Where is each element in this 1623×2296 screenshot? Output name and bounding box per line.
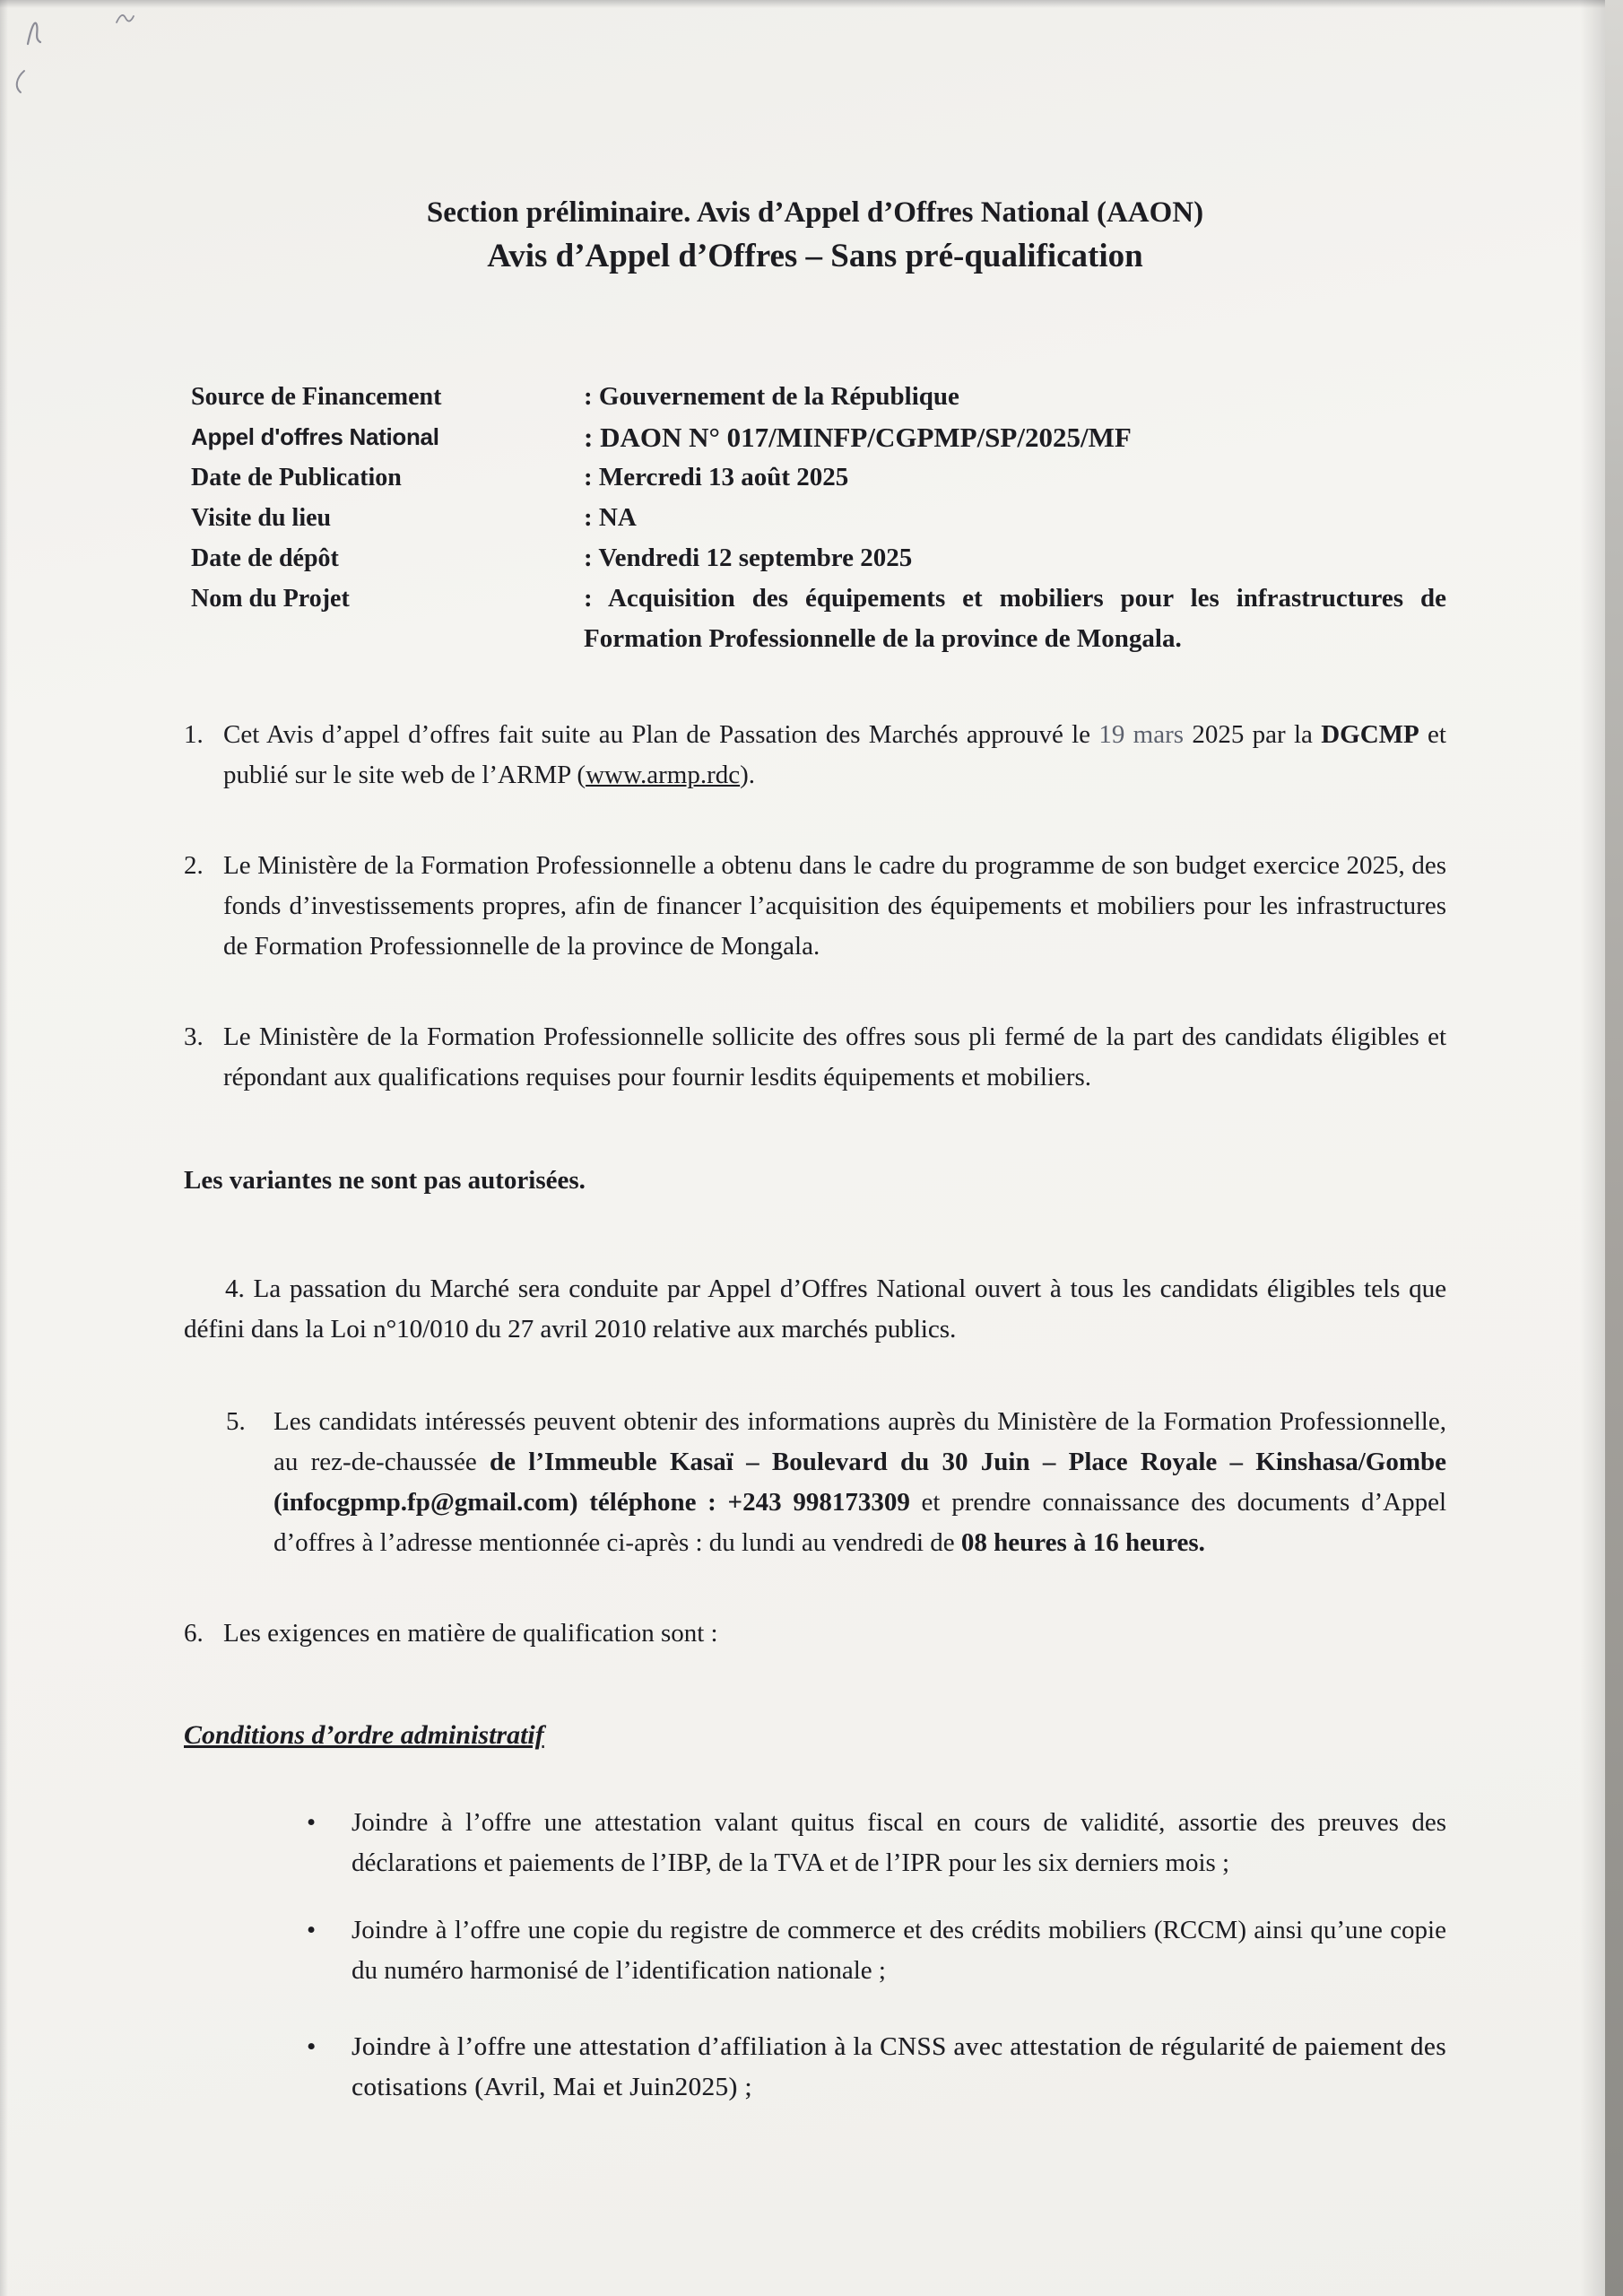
- info-table: [191, 377, 1446, 659]
- item-text: [223, 715, 1446, 796]
- numbered-item-5: [226, 1402, 1446, 1563]
- info-label: Appel d'offres National: [191, 423, 439, 450]
- item-text-part: Cet Avis d’appel d’offres fait suite au Plan de Passation des Marchés approuvé le: [223, 720, 1099, 749]
- info-label: Visite du lieu: [191, 504, 332, 532]
- info-label: Nom du Projet: [191, 585, 350, 613]
- info-label: Source de Financement: [191, 383, 442, 411]
- requirement-bullet-2: [307, 1910, 1446, 1991]
- info-value: : Gouvernement de la République: [584, 382, 959, 411]
- item-number: 5.: [226, 1407, 246, 1436]
- requirement-bullet-1: [307, 1803, 1446, 1883]
- variants-note: Les variantes ne sont pas autorisées.: [184, 1166, 586, 1195]
- admin-conditions-heading: Conditions d’ordre administratif: [184, 1720, 544, 1750]
- item-text: Les exigences en matière de qualification sont :: [223, 1619, 718, 1648]
- bullet-text: Joindre à l’offre une copie du registre de commerce et des crédits mobiliers (RCCM) ainsi qu’une copie du numéro harmonisé de l’identification nationale ;: [352, 1916, 1446, 1985]
- info-row-publication: [191, 457, 1446, 498]
- item-text: [273, 1402, 1446, 1563]
- numbered-item-6: [184, 1613, 1446, 1654]
- info-row-visite: [191, 498, 1446, 538]
- item-text: Le Ministère de la Formation Professionnelle sollicite des offres sous pli fermé de la part des candidats éligibles et répondant aux qualifications requises pour fournir lesdits équipements et mobiliers.: [223, 1022, 1446, 1091]
- info-row-depot: [191, 538, 1446, 578]
- info-value: : Acquisition des équipements et mobiliers pour les infrastructures de Formation Professionnelle de la province de Mongala.: [584, 584, 1446, 653]
- scan-edge-left: [0, 0, 8, 2296]
- info-value: : Mercredi 13 août 2025: [584, 463, 849, 491]
- item-text-part: Les candidats intéressés peuvent obtenir des informations auprès du Ministère de la Formation Professionnelle, au rez-de-chaussée: [273, 1407, 1446, 1476]
- document-content: [184, 0, 1446, 2135]
- scan-edge-right: [1605, 0, 1623, 2296]
- pen-mark-icon: [22, 13, 50, 50]
- bullet-text: Joindre à l’offre une attestation d’affiliation à la CNSS avec attestation de régularité de paiement des cotisations (Avril, Mai et Juin2025) ;: [352, 2032, 1446, 2101]
- item-number: 4.: [225, 1274, 245, 1303]
- numbered-item-2: [184, 846, 1446, 967]
- numbered-item-3: [184, 1017, 1446, 1098]
- numbered-item-4: [184, 1269, 1446, 1350]
- item-number: 6.: [184, 1619, 204, 1648]
- info-label: Date de dépôt: [191, 544, 339, 572]
- item-number: 1.: [184, 720, 204, 749]
- item-text-date: 19 mars: [1098, 720, 1185, 749]
- opening-hours-text: 08 heures à 16 heures.: [960, 1528, 1205, 1557]
- item-text: La passation du Marché sera conduite par Appel d’Offres National ouvert à tous les candidats éligibles tels que défini dans la Loi n°10/010 du 27 avril 2010 relative aux marchés publics.: [184, 1274, 1446, 1344]
- document-title: Avis d’Appel d’Offres – Sans pré-qualification: [487, 238, 1143, 274]
- item-text-part: 2025 par la: [1184, 720, 1322, 749]
- bullet-text: Joindre à l’offre une attestation valant quitus fiscal en cours de validité, assortie des preuves des déclarations et paiements de l’IBP, de la TVA et de l’IPR pour les six derniers mois ;: [352, 1808, 1446, 1877]
- item-text-part: et publié sur le site web de l’ARMP (: [223, 720, 1446, 789]
- scan-edge-right-shadow: [1580, 0, 1607, 2296]
- pen-mark-icon: [11, 68, 32, 97]
- bullet-dot: •: [307, 1916, 317, 1944]
- info-row-appel-offres: [191, 417, 1446, 457]
- bullet-dot: •: [307, 1808, 317, 1837]
- contact-address-text: de l’Immeuble Kasaï – Boulevard du 30 Juin – Place Royale – Kinshasa/Gombe (infocgpmp.fp@gmail.com) téléphone : +243 998173309: [273, 1448, 1447, 1517]
- pen-mark-icon: [115, 9, 136, 27]
- info-label: Date de Publication: [191, 464, 402, 491]
- requirement-bullet-3: [307, 2027, 1446, 2108]
- section-title: Section préliminaire. Avis d’Appel d’Offres National (AAON): [426, 196, 1204, 229]
- item-text-org: DGCMP: [1321, 720, 1419, 749]
- item-number: 3.: [184, 1022, 204, 1051]
- info-row-financement: [191, 377, 1446, 417]
- armp-url-text: www.armp.rdc: [586, 761, 741, 789]
- numbered-item-1: [184, 715, 1446, 796]
- bullet-dot: •: [307, 2032, 317, 2061]
- item-text: Le Ministère de la Formation Professionnelle a obtenu dans le cadre du programme de son budget exercice 2025, des fonds d’investissements propres, afin de financer l’acquisition des équipements et mobiliers pour les infrastructures de Formation Professionnelle de la province de Mongala.: [223, 851, 1446, 961]
- requirements-list: [184, 1803, 1446, 2108]
- item-text-part: ).: [740, 761, 756, 789]
- info-value: : DAON N° 017/MINFP/CGPMP/SP/2025/MF: [584, 422, 1132, 453]
- info-value: : Vendredi 12 septembre 2025: [584, 544, 913, 572]
- item-text-part: et prendre connaissance des documents d’Appel d’offres à l’adresse mentionnée ci-après : du lundi au vendredi de: [273, 1488, 1446, 1557]
- info-row-projet: [191, 578, 1446, 659]
- item-number: 2.: [184, 851, 204, 880]
- info-value: : NA: [584, 503, 637, 532]
